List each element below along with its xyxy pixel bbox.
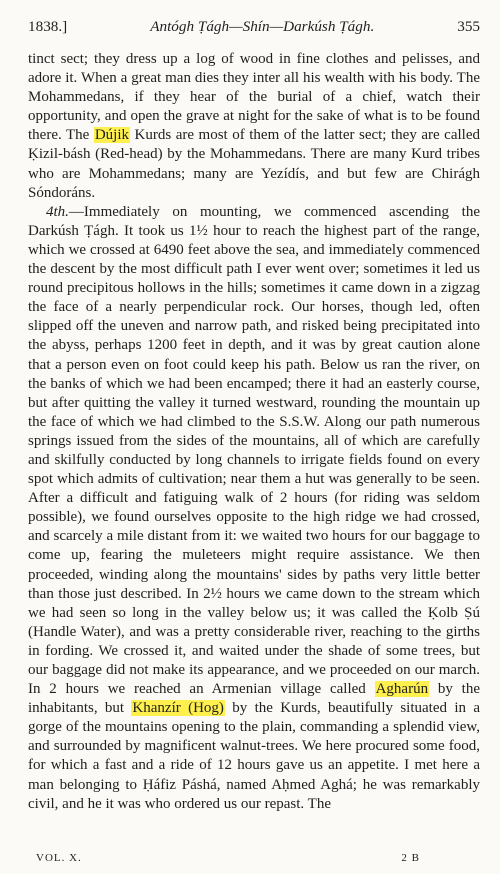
page-footer <box>36 852 420 864</box>
paragraph-1-text-b: Kurds are most of them of the latter sect; they are called Ḳizil-básh (Red-head) by the Mohammedans. There are many Kurd tribes who are Mohammedans; many are Yezídís, and but few are Chirágh Sóndoráns. <box>28 127 480 201</box>
paragraph-2-lead: 4th. <box>46 203 69 220</box>
paragraph-1 <box>28 50 480 203</box>
highlight-dujik[interactable]: Dújik <box>94 127 129 144</box>
paragraph-2 <box>28 203 480 814</box>
page-number: 355 <box>457 18 480 35</box>
highlight-khanzir[interactable]: Khanzír (Hog) <box>132 700 224 717</box>
header-title: Antógh Ṭágh—Shín—Darkúsh Ṭágh. <box>150 18 375 35</box>
running-header <box>28 18 480 38</box>
header-year: 1838.] <box>28 18 68 35</box>
signature-mark: 2 B <box>401 852 420 864</box>
body-text <box>28 50 480 814</box>
paragraph-2-text-c: by the Kurds, beautifully situated in a gorge of the mountains opening to the plain, commanding a splendid view, and surrounded by magnificent walnut-trees. We here procured some food, for which a fast and a ride of 12 hours gave us an appetite. I met here a man belonging to Ḥáfiz Páshá, named Aḥmed Aghá; he was remarkably civil, and he it was who ordered us our repast. The <box>28 700 480 812</box>
paragraph-1-text-a: tinct sect; they dress up a log of wood in fine clothes and pelisses, and adore it. When a great man dies they inter all his wealth with his body. The Mohammedans, if they hear of the burial of a chief, watch their opportunity, and open the grave at night for the sake of what is to be found there. The <box>28 51 480 144</box>
paragraph-2-text-b: by the inhabitants, but <box>28 681 480 717</box>
highlight-agharun[interactable]: Agharún <box>375 681 429 698</box>
volume-label: VOL. X. <box>36 852 82 864</box>
paragraph-2-text-a: —Immediately on mounting, we commenced ascending the Darkúsh Ṭágh. It took us 1½ hour to reach the highest part of the range, which we crossed at 6490 feet above the sea, and immediately commenced the descent by the most difficult path I ever went over; sometimes it led us round precipitous hollows in the hills; sometimes it came down in a zigzag the face of a nearly perpendicular rock. Our horses, though led, often slipped off the uneven and narrow path, and risked being precipitated into the abyss, perhaps 1200 feet in depth, and it was by great caution alone that a person even on foot could keep his path. Below us ran the river, on the banks of which we had been encamped; there it had an easterly course, but after quitting the valley it turned westward, rounding the mountain up the face of which we had climbed to the S.S.W. Along our path numerous springs issued from the sides of the mountains, all of which are carefully and skilfully conducted by long channels to irrigate fields found on every spot which admits of cultivation; near them a hut was generally to be seen. After a difficult and fatiguing walk of 2 hours (for riding was seldom possible), we found ourselves opposite to the high ridge we had crossed, and scarcely a mile distant from it: we waited two hours for our baggage to come up, fearing the muleteers might require assistance. We then proceeded, winding along the mountains' sides by paths very little better than those just described. In 2½ hours we came down to the stream which we had seen so long in the valley below us; it was called the Ḳolb Ṣú (Handle Water), and was a pretty considerable river, reaching to the girths in fording. We crossed it, and waited under the shade of some trees, but our baggage did not make its appearance, and we proceeded on our march. In 2 hours we reached an Armenian village called <box>28 203 480 698</box>
